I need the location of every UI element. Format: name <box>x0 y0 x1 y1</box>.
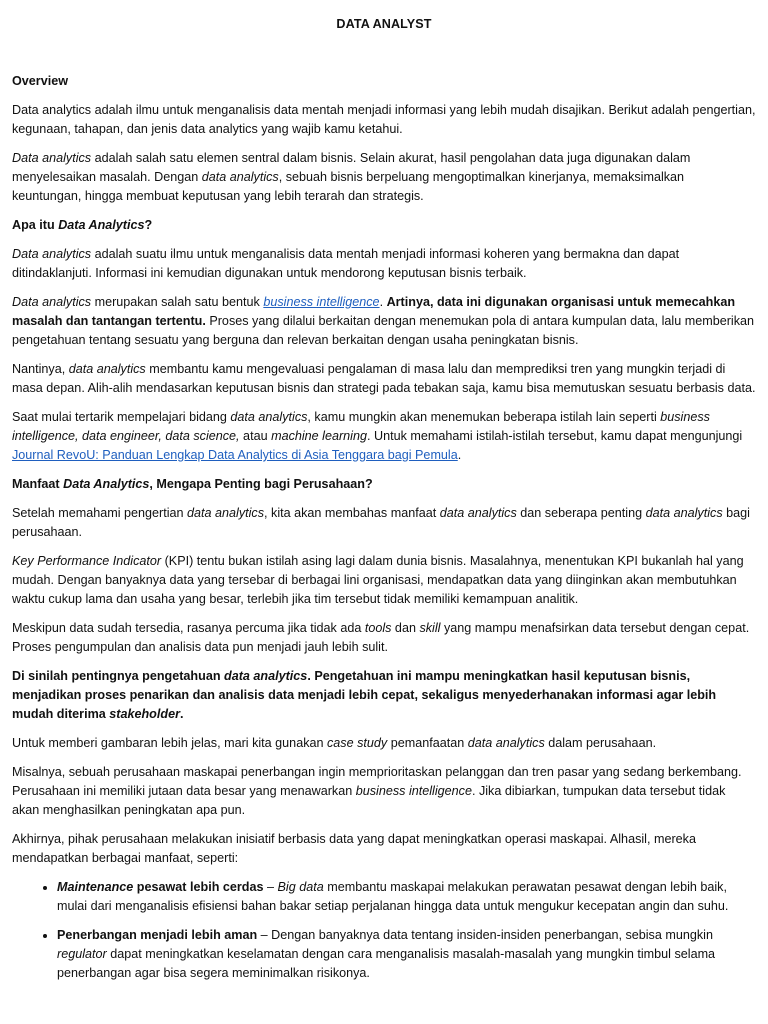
paragraph-tools-skill: Meskipun data sudah tersedia, rasanya percuma jika tidak ada tools dan skill yang mampu menafsirkan data tersebut dengan cepat. Proses pengumpulan dan analisis data pun menjadi jauh lebih sulit. <box>12 621 750 654</box>
spacer <box>12 34 756 72</box>
document-page <box>12 15 756 993</box>
paragraph-airline-example: Misalnya, sebuah perusahaan maskapai penerbangan ingin memprioritaskan pelanggan dan tren pasar yang sedang berkembang. Perusahaan ini memiliki jutaan data besar yang menawarkan business intelligence. Jika dibiarkan, tumpukan data tersebut tidak akan menghasilkan peningkatan apa pun. <box>12 765 742 817</box>
paragraph-kpi: Key Performance Indicator (KPI) tentu bukan istilah asing lagi dalam dunia bisnis. Masalahnya, menentukan KPI bukanlah hal yang mudah. Dengan banyaknya data yang tersebar di berbagai lini organisasi, mendapatkan data yang diinginkan akan membutuhkan waktu cukup lama dan usaha yang besar, terlebih jika tim tersebut tidak memiliki kemampuan analitik. <box>12 554 744 606</box>
paragraph-central-element: Data analytics adalah salah satu elemen sentral dalam bisnis. Selain akurat, hasil pengolahan data juga digunakan dalam menyelesaikan masalah. Dengan data analytics, sebuah bisnis berpeluang mengoptimalkan kinerjanya, memaksimalkan keuntungan, hingga membuat keputusan yang lebih terarah dan strategis. <box>12 151 691 203</box>
paragraph-related-terms: Saat mulai tertarik mempelajari bidang data analytics, kamu mungkin akan menemukan beberapa istilah lain seperti business intelligence, data engineer, data science, atau machine learning. Untuk memahami istilah-istilah tersebut, kamu dapat mengunjungi Journal RevoU: Panduan Lengkap Data Analytics di Asia Tenggara bagi Pemula. <box>12 410 743 462</box>
paragraph-evaluate-past: Nantinya, data analytics membantu kamu mengevaluasi pengalaman di masa lalu dan memprediksi tren yang mungkin terjadi di masa depan. Alih-alih mendasarkan keputusan bisnis dan strategi pada tebakan saja, kamu bisa memutuskan sesuatu berbasis data. <box>12 362 756 395</box>
section-heading-what-is: Apa itu Data Analytics? <box>12 218 153 232</box>
business-intelligence-link[interactable]: business intelligence <box>263 295 380 309</box>
paragraph-definition: Data analytics adalah suatu ilmu untuk menganalisis data mentah menjadi informasi koheren yang bermakna dan dapat ditindaklanjuti. Informasi ini kemudian digunakan untuk mendorong keputusan bisnis terbaik. <box>12 247 680 280</box>
page-title: DATA ANALYST <box>336 17 432 31</box>
overview-heading: Overview <box>12 74 69 88</box>
revou-journal-link[interactable]: Journal RevoU: Panduan Lengkap Data Analytics di Asia Tenggara bagi Pemula <box>12 448 458 462</box>
paragraph-after-understanding: Setelah memahami pengertian data analytics, kita akan membahas manfaat data analytics dan seberapa penting data analytics bagi perusahaan. <box>12 506 750 539</box>
paragraph-importance: Di sinilah pentingnya pengetahuan data analytics. Pengetahuan ini mampu meningkatkan hasil keputusan bisnis, menjadikan proses penarikan dan analisis data menjadi lebih cepat, sekaligus menyederhanakan informasi agar lebih mudah diterima stakeholder. <box>12 669 717 721</box>
paragraph-case-study: Untuk memberi gambaran lebih jelas, mari kita gunakan case study pemanfaatan data analytics dalam perusahaan. <box>12 736 657 750</box>
paragraph-business-intelligence: Data analytics merupakan salah satu bentuk business intelligence. Artinya, data ini digunakan organisasi untuk memecahkan masalah dan tantangan tertentu. Proses yang dilalui berkaitan dengan menemukan pola di antara kumpulan data, lalu memberikan pengetahuan tentang sesuatu yang berguna dan relevan berkaitan dengan usaha peningkatan bisnis. <box>12 295 755 347</box>
list-item: • Maintenance pesawat lebih cerdas – Big data membantu maskapai melakukan perawatan pesawat dengan lebih baik, mulai dari menganalisis efisiensi bahan bakar setiap perjalanan hingga data untuk mengukur kecepatan angin dan suhu. <box>57 878 756 916</box>
paragraph-intro: Data analytics adalah ilmu untuk menganalisis data mentah menjadi informasi yang lebih mudah disajikan. Berikut adalah pengertian, kegunaan, tahapan, dan jenis data analytics yang wajib kamu ketahui. <box>12 103 756 136</box>
paragraph-initiative: Akhirnya, pihak perusahaan melakukan inisiatif berbasis data yang dapat meningkatkan operasi maskapai. Alhasil, mereka mendapatkan berbagai manfaat, seperti: <box>12 832 696 865</box>
list-item: • Penerbangan menjadi lebih aman – Dengan banyaknya data tentang insiden-insiden penerbangan, sebisa mungkin regulator dapat meningkatkan keselamatan dengan cara menganalisis masalah-masalah yang mungkin timbul selama penerbangan agar bisa segera meminimalkan risikonya. <box>57 926 756 983</box>
benefits-list <box>12 878 756 983</box>
section-heading-benefits: Manfaat Data Analytics, Mengapa Penting bagi Perusahaan? <box>12 477 373 491</box>
